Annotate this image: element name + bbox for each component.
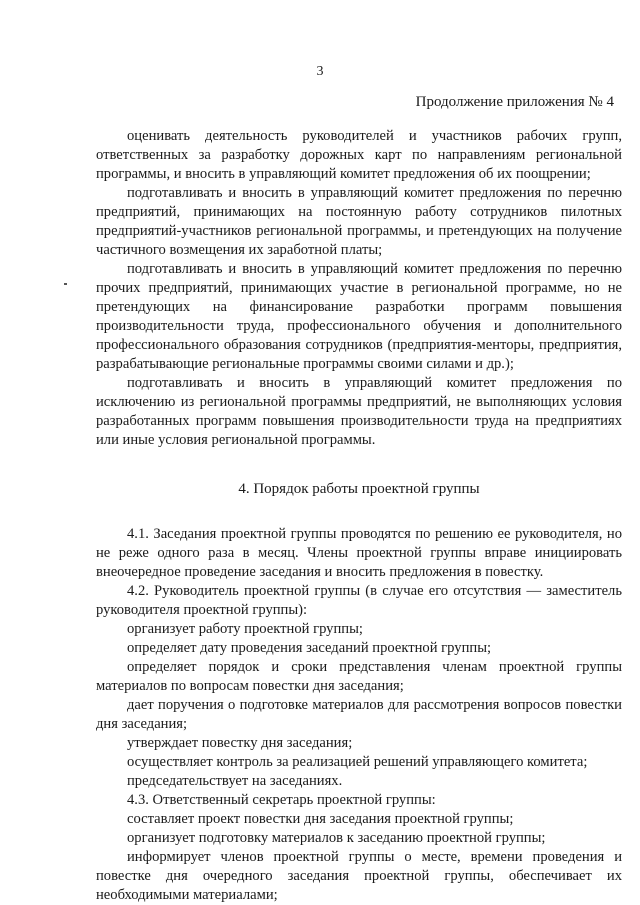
document-body — [96, 127, 622, 905]
paragraph: организует подготовку материалов к заседанию проектной группы; — [127, 830, 546, 846]
paragraph: 4.3. Ответственный секретарь проектной группы: — [127, 792, 436, 808]
paragraph: 4.2. Руководитель проектной группы (в случае его отсутствия — заместитель руководителя проектной группы): — [96, 583, 622, 618]
paragraph: организует работу проектной группы; — [127, 621, 363, 637]
margin-mark — [64, 283, 67, 285]
appendix-continuation-label: Продолжение приложения № 4 — [415, 94, 614, 110]
paragraph: определяет порядок и сроки представления членам проектной группы материалов по вопросам повестки дня заседания; — [96, 659, 622, 694]
paragraph: подготавливать и вносить в управляющий комитет предложения по перечню прочих предприятий, принимающих участие в региональной программе, но не претендующих на финансирование разработки программ повышения производительности труда, профессионального обучения и дополнительного профессионального образования сотрудников (предприятия-менторы, предприятия, разрабатывающие региональные программы своими силами и др.); — [96, 261, 622, 372]
section-heading — [96, 480, 622, 499]
paragraph: подготавливать и вносить в управляющий комитет предложения по перечню предприятий, принимающих на постоянную работу сотрудников пилотных предприятий-участников региональной программы, и претендующих на получение частичного возмещения их заработной платы; — [96, 185, 622, 258]
paragraph: оценивать деятельность руководителей и участников рабочих групп, ответственных за разработку дорожных карт по направлениям региональной программы, и вносить в управляющий комитет предложения об их поощрении; — [96, 128, 622, 182]
paragraph: подготавливать и вносить в управляющий комитет предложения по исключению из региональной программы предприятий, не выполняющих условия разработанных программ повышения производительности труда на предприятиях или иные условия региональной программы. — [96, 375, 622, 448]
page-number: 3 — [316, 64, 324, 79]
paragraph: определяет дату проведения заседаний проектной группы; — [127, 640, 492, 656]
paragraph: дает поручения о подготовке материалов для рассмотрения вопросов повестки дня заседания; — [96, 697, 622, 732]
section-title: 4. Порядок работы проектной группы — [238, 481, 480, 497]
paragraph: информирует членов проектной группы о месте, времени проведения и повестке дня очередного заседания проектной группы, обеспечивает их необходимыми материалами; — [96, 849, 622, 903]
paragraph: председательствует на заседаниях. — [127, 773, 343, 789]
paragraph: утверждает повестку дня заседания; — [127, 735, 353, 751]
paragraph: осуществляет контроль за реализацией решений управляющего комитета; — [127, 754, 588, 770]
paragraph: 4.1. Заседания проектной группы проводятся по решению ее руководителя, но не реже одного раза в месяц. Члены проектной группы вправе инициировать внеочередное проведение заседания и вносить предложения в повестку. — [96, 526, 622, 580]
paragraph: составляет проект повестки дня заседания проектной группы; — [127, 811, 514, 827]
